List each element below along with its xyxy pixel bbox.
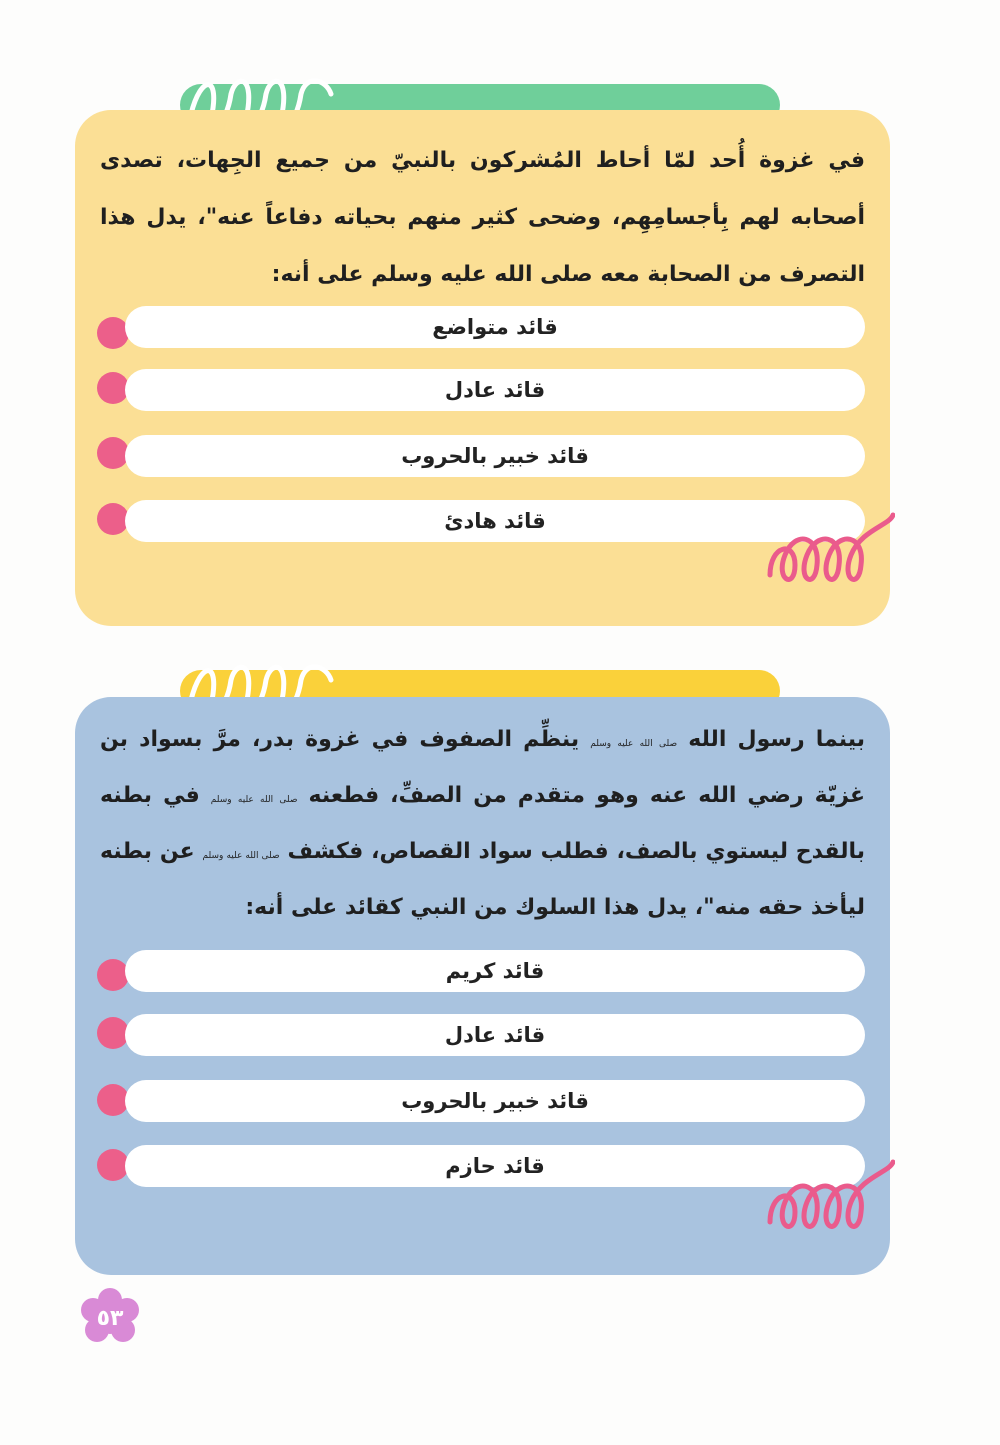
question-text-part: في بطنه بالقدح ليستوي بالصف، فطلب سواد القصاص، فكشف (100, 783, 865, 865)
option-just[interactable]: قائد عادل (125, 1014, 865, 1056)
option-war-expert[interactable]: قائد خبير بالحروب (125, 435, 865, 477)
page-number-badge (80, 1288, 140, 1348)
question-card-2 (75, 697, 890, 1275)
question-text: في غزوة أُحد لمّا أحاط المُشركون بالنبيّ من جميع الجِهات، تصدى أصحابه لهم بِأجسامِهِم، وضحى كثير منهم بحياته دفاعاً عنه"، يدل هذا التصرف من الصحابة معه صلى الله عليه وسلم على أنه: (100, 148, 865, 288)
squiggle-icon (765, 1152, 895, 1242)
option-firm[interactable]: قائد حازم (125, 1145, 865, 1187)
squiggle-icon (765, 505, 895, 595)
option-marker[interactable] (97, 317, 129, 349)
question-text-part: بينما رسول الله (688, 727, 866, 752)
question-text-part: عن بطنه ليأخذ حقه منه"، يدل هذا السلوك من النبي كقائد على أنه: (100, 839, 865, 921)
question-card-1 (75, 110, 890, 626)
option-humble[interactable]: قائد متواضع (125, 306, 865, 348)
question-text-part: ينظِّم الصفوف في غزوة بدر، مرَّ بسواد بن غزيّة رضي الله عنه وهو متقدم من الصفِّ، فطعنه (100, 727, 865, 809)
salutation: صلى الله عليه وسلم (202, 851, 280, 862)
salutation: صلى الله عليه وسلم (210, 795, 298, 806)
option-war-expert[interactable]: قائد خبير بالحروب (125, 1080, 865, 1122)
page-number: ٥٣ (96, 1305, 124, 1331)
salutation: صلى الله عليه وسلم (590, 739, 678, 749)
question-text (100, 712, 865, 936)
option-just[interactable]: قائد عادل (125, 369, 865, 411)
option-calm[interactable]: قائد هادئ (125, 500, 865, 542)
option-marker[interactable] (97, 959, 129, 991)
option-generous[interactable]: قائد كريم (125, 950, 865, 992)
